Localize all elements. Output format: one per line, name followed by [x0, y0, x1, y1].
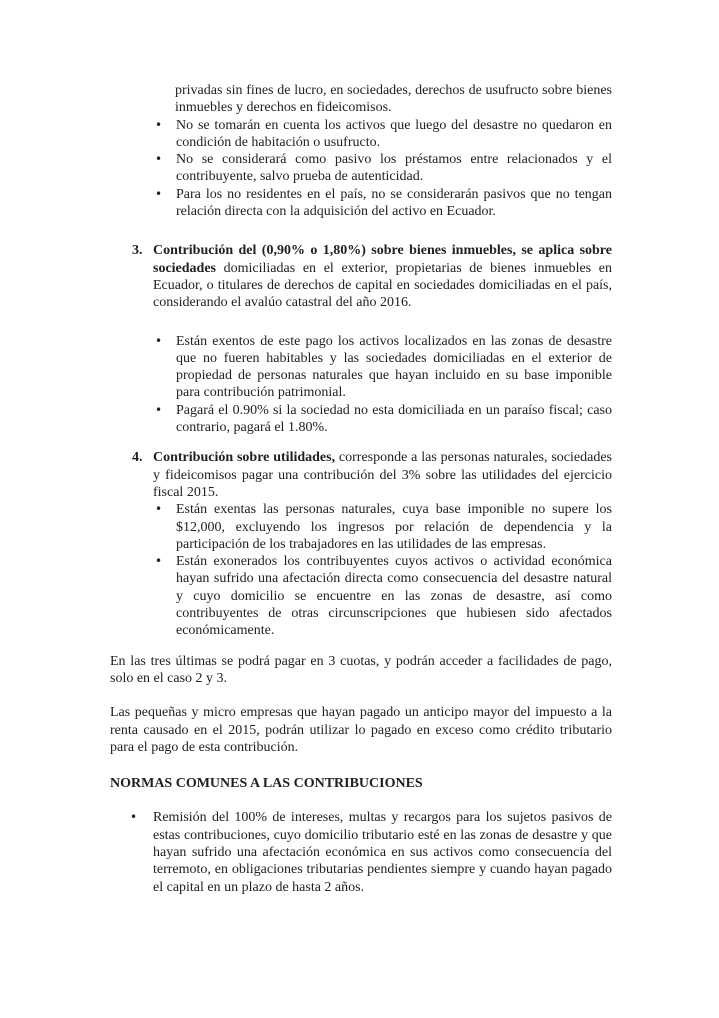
numbered-item-4 [110, 449, 612, 501]
bullet-item [110, 186, 612, 221]
item-bold-text: Contribución del (0,90% o 1,80%) sobre bienes inmuebles, se aplica sobre sociedades [153, 243, 612, 276]
bullet-text: Para los no residentes en el país, no se considerarán pasivos que no tengan relación directa con la adquisición del activo en Ecuador. [176, 186, 612, 220]
bullet-icon: • [155, 402, 163, 417]
bullet-text: Remisión del 100% de intereses, multas y recargos para los sujetos pasivos de estas contribuciones, cuyo domicilio tributario esté en las zonas de desastre y que hayan sufrido una afectación económica en sus activos como consecuencia del terremoto, en obligaciones tributarias pendientes siempre y cuando hayan pagado el capital en un plazo de hasta 2 años. [153, 810, 612, 895]
numbered-item-3 [110, 242, 612, 311]
bullet-icon: • [155, 152, 163, 167]
bullet-text: Están exentas las personas naturales, cuya base imponible no supere los $12,000, excluyendo los ingresos por relación de dependencia y la participación de los trabajadores en las utilidades de las empresas. [176, 502, 612, 552]
bullet-item [110, 117, 612, 152]
item-number: 4. [132, 450, 143, 466]
document-content [110, 82, 612, 896]
bullet-text: No se considerará como pasivo los préstamos entre relacionados y el contribuyente, salvo prueba de autenticidad. [176, 152, 612, 185]
bullet-text: Pagará el 0.90% si la sociedad no esta domiciliada en un paraíso fiscal; caso contrario, pagará el 1.80%. [176, 402, 612, 436]
bullet-icon: • [155, 554, 163, 569]
bullet-item [110, 809, 612, 895]
item-regular-text: domiciliadas en el exterior, propietarias de bienes inmuebles en Ecuador, o titulares de derechos de capital en sociedades domiciliadas en el país, considerando el avalúo catastral del año 2016. [153, 260, 612, 311]
bullet-icon: • [155, 502, 163, 517]
bullet-icon: • [155, 117, 163, 132]
bullet-text: No se tomarán en cuenta los activos que luego del desastre no quedaron en condición de habitación o usufructo. [176, 117, 612, 150]
item-4-bullet-list [110, 501, 612, 639]
payment-terms-paragraph: En las tres últimas se podrá pagar en 3 cuotas, y podrán acceder a facilidades de pago, solo en el caso 2 y 3. [110, 653, 612, 686]
intro-bullet-list [110, 117, 612, 221]
tax-credit-paragraph: Las pequeñas y micro empresas que hayan pagado un anticipo mayor del impuesto a la renta causado en el 2015, podrán utilizar lo pagado en exceso como crédito tributario para el pago de esta contribución. [110, 705, 612, 755]
bullet-item [110, 402, 612, 437]
bullet-icon: • [155, 186, 163, 201]
item-regular-text: corresponde a las personas naturales, sociedades y fideicomisos pagar una contribución del 3% sobre las utilidades del ejercicio fiscal 2015. [153, 450, 612, 500]
bullet-item [110, 151, 612, 186]
continuation-paragraph: privadas sin fines de lucro, en sociedades, derechos de usufructo sobre bienes inmuebles y derechos en fideicomisos. [175, 83, 612, 116]
bullet-item [110, 333, 612, 402]
common-rules-bullet-list [110, 809, 612, 895]
section-heading: NORMAS COMUNES A LAS CONTRIBUCIONES [110, 776, 423, 792]
bullet-icon: • [130, 810, 138, 825]
item-3-bullet-list [110, 333, 612, 437]
item-number: 3. [132, 243, 143, 259]
bullet-item [110, 553, 612, 639]
bullet-text: Están exentos de este pago los activos localizados en las zonas de desastre que no fueren habitables y las sociedades domiciliadas en el exterior de propiedad de personas naturales que hayan incluido en su base imponible para contribución patrimonial. [176, 333, 612, 401]
item-bold-text: Contribución sobre utilidades, [153, 450, 336, 466]
bullet-icon: • [155, 333, 163, 348]
bullet-item [110, 501, 612, 553]
bullet-text: Están exonerados los contribuyentes cuyos activos o actividad económica hayan sufrido una afectación directa como consecuencia del desastre natural y cuyo domicilio se encuentre en las zonas de desastre, así como contribuyentes de otras circunscripciones que hubiesen sido afectados económicamente. [176, 554, 612, 639]
